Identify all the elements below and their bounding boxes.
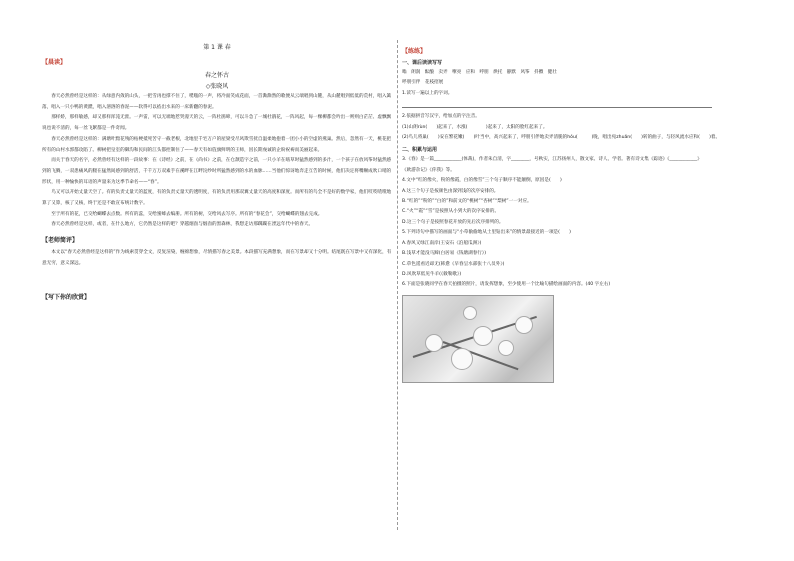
question-2-part-2: (2)鸟儿将巢( )安在繁花嫩( )叶当中，高兴起来了，呼朋引伴地卖弄清脆的hóu( )咙，唱出宛zhuǎn( )转的曲子，与轻风流水应和( )着。 bbox=[402, 135, 721, 141]
question-3-cont: 《欧游杂记》《你我》等。 bbox=[402, 167, 455, 173]
option[interactable]: A.春风又绿江南岸(王安石《泊船瓜洲》) bbox=[402, 240, 482, 246]
left-column bbox=[42, 42, 392, 305]
blossom-shape bbox=[515, 316, 533, 334]
teacher-comment-tag: 【老师简评】 bbox=[42, 237, 79, 245]
reading-tag: 【晨读】 bbox=[42, 59, 67, 66]
answer-line[interactable] bbox=[402, 99, 712, 108]
question-5: 5.下列诗句中描写的画面与“小草偷偷地从土里钻出来”的情景最接近的一项是( ) bbox=[402, 230, 571, 236]
option[interactable]: C.“火”“霞”“雪”是按照从小到大的次序安排的。 bbox=[402, 209, 500, 215]
vocab-word: 嗡 bbox=[402, 70, 407, 75]
section-heading: 二、积累与运用 bbox=[402, 147, 438, 154]
option[interactable]: B.“红的”“粉的”“白的”和前文的“桃树”“杏树”“梨树”一一对应。 bbox=[402, 199, 532, 205]
spring-blossom-photo bbox=[402, 295, 554, 383]
vocab-word: 烘托 bbox=[493, 70, 503, 75]
option[interactable]: C.草色遥看近却无(韩愈《早春呈水部张十八员外》) bbox=[402, 261, 505, 267]
article-body bbox=[42, 92, 392, 231]
vocab-word: 嘹亮 bbox=[452, 70, 462, 75]
lesson-title: 第 1 课 春 bbox=[203, 44, 231, 51]
practice-tag: 【练练】 bbox=[402, 48, 427, 55]
vocab-word: 静默 bbox=[506, 70, 516, 75]
question-2-part-1: (1)山朗rùn( )起来了，水涨( )起来了，太阳的脸红起来了。 bbox=[402, 124, 548, 130]
vocab-word: 卖弄 bbox=[438, 70, 448, 75]
vocab-word: 朗润 bbox=[411, 70, 421, 75]
article-paragraph: 春天必然曾经是这样的：满塘叶黯花残的枯梗抵死苦守一截老根，北地里千宅万户的屋梁受尽风欺雪扰自温柔地抱着一团小小的空虚的燕巢。然后，忽然有一天，桃花把所有的山村水郭都攻陷了。柳树把皇室的御沟和民间的江头都控制住了——春天有如旌旗鲜明的王师，因长期虔诚的企盼祝祷而美丽起来。 bbox=[42, 136, 392, 153]
blossom-shape bbox=[451, 348, 473, 370]
blossom-shape bbox=[463, 306, 477, 320]
vocab-word: 花枝招展 bbox=[424, 80, 444, 86]
article-paragraph: 至于所有的花，已交给蝴蝶去点数。所有的蕊，交给蜜蜂去编册。所有的树，交给风去写序。所有的“春花会”，交给蝴蝶的翅去完成。 bbox=[51, 211, 323, 217]
article-paragraph: 鸟又可以开始丈量天空了。有的负责丈量天的蓝度，有的负责丈量天的透明度，有的负责用那双翼丈量天的高度和深度。而所有的鸟全不是好的数学家，他们吱吱喳喳地算了又算，核了又核，终于还是不敢宣布统计数字。 bbox=[42, 190, 392, 207]
article-paragraph: 春天必然曾经是这样，或者，在什么地方，它仍然是这样的吧？穿越烟囱与烟囱的黑森林，我想走访那踯躅在湮远年代中的春天。 bbox=[51, 222, 314, 228]
vocab-word: 呼朋引伴 bbox=[402, 80, 421, 86]
vocab-word: 应和 bbox=[465, 70, 475, 75]
question-1: 1.读写一遍以上的字词。 bbox=[402, 90, 453, 96]
article-paragraph: 那样娇，那样敏感，却又那样浑沌无涯。一声雷，可以无端地惹哭漫天的云，一阵杜鹃啼，可以斗急了一城杜鹃花，一阵风起，每一棵柳都会吟出一则则白茫茫、虚飘飘说也说不清的，每一丝飞絮都是一件奇闻。 bbox=[42, 115, 392, 132]
section-heading: 一、课后读读写写 bbox=[402, 60, 443, 66]
blossom-shape bbox=[425, 334, 443, 352]
question-6: 6.下面是张晓同学在春天拍摄的照片，请发挥想象，至少使用一个比喻句描绘画面的内容。(40 字左右) bbox=[402, 282, 611, 288]
question-2: 2.依据拼音写汉字，给加点的字注音。 bbox=[402, 114, 480, 120]
article-title: 春之怀古 bbox=[204, 72, 229, 79]
question-4: 4.文中“红的像火，粉的像霞，白的像雪”三个句子顺序不能颠倒，原因是( ) bbox=[402, 178, 562, 184]
option[interactable]: A.这三个句子是按颜色由深到浅的次序安排的。 bbox=[402, 188, 499, 194]
vocab-word: 抖擞 bbox=[534, 70, 544, 75]
article-paragraph: 而关于春天的名字，必然曾经有这样的一段故事：在《诗经》之前，在《尚书》之前，在仓颉造字之前，一只小羊在啮草时猛然感到的多汁，一个孩子在放风筝时猛然感到的飞腾，一双患痛风的腿在猛然间感到的舒活，千千万万双素手在溪畔在江畔浣纱时所猛然感到的水的血脉……当他们惊讶地奔走互告的时候，他们决定将嘴噘成吹口哨的形状，用一种愉快的耳语的声量来为这季节命名——“春”。 bbox=[42, 158, 392, 185]
article-author: ◇张晓风 bbox=[205, 83, 229, 90]
write-appreciation-tag: 【写下你的欣赏】 bbox=[42, 293, 91, 301]
option[interactable]: B.浅草才能没马蹄(白居易《钱塘湖春行》) bbox=[402, 251, 486, 257]
option[interactable]: D.这三个句子是按照春花开放的先后次序排列的。 bbox=[402, 219, 504, 225]
column-divider bbox=[397, 40, 398, 530]
question-3: 3.《春》是一篇____________(体裁)，作者朱自清，字________，号秋实，江苏扬州人，散文家、诗人、学者。著有诗文集《踪迹》《____________》 bbox=[402, 157, 702, 163]
teacher-comment: 本文以“春天必然曾经是这样的”作为线索贯穿全文，反复渲染，缠绵想象，尽情描写春之美景。本段描写充满想象，而在写景却又十分明。结尾既在写景中又有深化，有意无穷，意义深远。 bbox=[42, 250, 392, 266]
vocab-word: 酝酿 bbox=[424, 70, 434, 75]
vocab-row bbox=[402, 78, 747, 88]
vocab-row bbox=[402, 68, 747, 78]
blossom-shape bbox=[498, 340, 514, 356]
blossom-shape bbox=[473, 326, 493, 346]
vocab-word: 风筝 bbox=[520, 70, 530, 75]
article-paragraph: 春天必然曾经是这样的：从绿意内敛的山头，一把雪再也撑不住了，噗嗤的一声，将冷面笑成花面，一首澌澌然的歌便从云端唱到山麓，从山麓唱到低低的荒村，唱入篱落，唱入一只小鸭的黄蹼，唱入溶溶的春泥——软得可以掐出水来的一床新翻的春泥。 bbox=[42, 94, 392, 110]
vocab-word: 健壮 bbox=[547, 70, 557, 75]
right-column bbox=[402, 42, 747, 383]
vocab-word: 呼朋 bbox=[479, 70, 489, 75]
option[interactable]: D.风吹草低见牛羊(《敕勒歌》) bbox=[402, 271, 462, 277]
